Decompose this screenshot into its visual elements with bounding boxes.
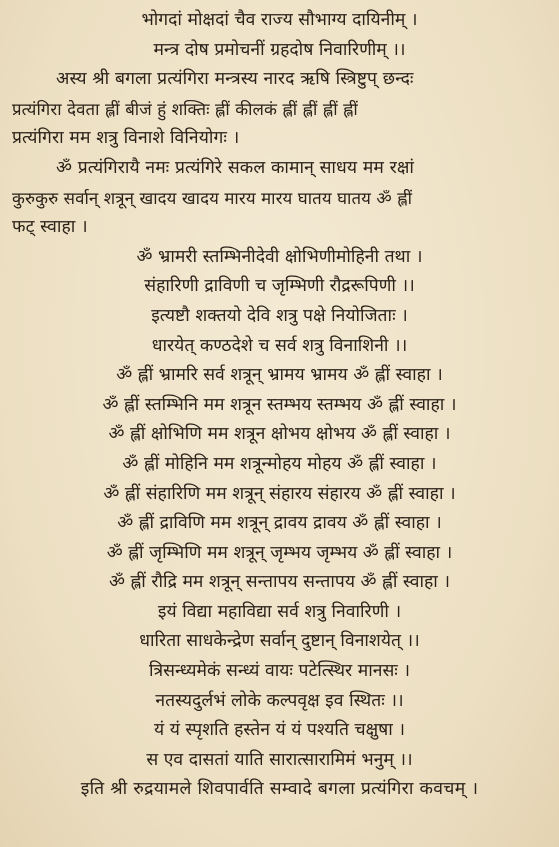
mantra-line: ॐ ह्लीं मोहिनि मम शत्रून्मोहय मोहय ॐ ह्लीं स्वाहा । [122, 453, 437, 474]
paragraph-line: अस्य श्री बगला प्रत्यंगिरा मन्त्रस्य नारद ऋषि स्त्रिष्टुप् छन्दः [56, 69, 414, 90]
verse-line: धारयेत् कण्ठदेशे च सर्व शत्रु विनाशिनी ।। [151, 335, 408, 356]
verse-line: धारिता साधकेन्द्रेण सर्वान् दुष्टान् विनाशयेत् ।। [139, 631, 420, 652]
verse-line: नतस्यदुर्लभं लोके कल्पवृक्ष इव स्थितः ।। [155, 690, 404, 711]
mantra-line: ॐ ह्लीं स्तम्भिनि मम शत्रून स्तम्भय स्तम्भय ॐ ह्लीं स्वाहा । [102, 394, 457, 415]
paragraph-line: प्रत्यंगिरा मम शत्रु विनाशे विनियोगः । [12, 128, 240, 149]
verse-line: भोगदां मोक्षदां चैव राज्य सौभाग्य दायिनीम् । [141, 10, 418, 30]
colophon-line: इति श्री रुद्रयामले शिवपार्वति सम्वादे बगला प्रत्यंगिरा कवचम् । [80, 779, 479, 800]
paragraph-line: ॐ प्रत्यंगिरायै नमः प्रत्यंगिरे सकल कामान् साधय मम रक्षां [56, 157, 415, 178]
mantra-line: ॐ ह्लीं भ्रामरि सर्व शत्रून् भ्रामय भ्रामय ॐ ह्लीं स्वाहा । [116, 365, 443, 386]
paragraph-line: फट् स्वाहा । [12, 217, 88, 238]
verse-line: इत्यष्टौ शक्तयो देवि शत्रु पक्षे नियोजिताः । [151, 305, 408, 326]
verse-line: त्रिसन्ध्यमेकं सन्ध्यं वायः पटेत्स्थिर मानसः । [148, 661, 411, 682]
paragraph-line: प्रत्यंगिरा देवता ह्लीं बीजं हुं शक्तिः ह्लीं कीलकं ह्लीं ह्लीं ह्लीं ह्लीं [12, 98, 358, 119]
verse-line: यं यं स्पृशति हस्तेन यं यं पश्यति चक्षुषा । [153, 720, 406, 741]
verse-line: संहारिणी द्राविणी च जृम्भिणी रौद्ररूपिणी ।। [144, 276, 415, 297]
mantra-line: ॐ ह्लीं द्राविणि मम शत्रून् द्रावय द्रावय ॐ ह्लीं स्वाहा । [117, 513, 442, 534]
mantra-line: ॐ ह्लीं क्षोभिणि मम शत्रून क्षोभय क्षोभय ॐ ह्लीं स्वाहा । [108, 424, 451, 445]
verse-line: मन्त्र दोष प्रमोचनीं ग्रहदोष निवारिणीम् ।। [153, 39, 406, 60]
mantra-line: ॐ ह्लीं जृम्भिणि मम शत्रून् जृम्भय जृम्भय ॐ ह्लीं स्वाहा । [106, 542, 453, 563]
mantra-line: ॐ ह्लीं संहारिणि मम शत्रून् संहारय संहारय ॐ ह्लीं स्वाहा । [103, 483, 456, 504]
mantra-line: ॐ ह्लीं रौद्रि मम शत्रून् सन्तापय सन्तापय ॐ ह्लीं स्वाहा । [108, 572, 451, 593]
verse-line: स एव दासतां याति सारात्सारामिमं भनुम् ।। [146, 749, 413, 770]
verse-line: इयं विद्या महाविद्या सर्व शत्रु निवारिणी । [157, 601, 402, 622]
paragraph-line: कुरुकुरु सर्वान् शत्रून् खादय खादय मारय मारय घातय घातय ॐ ह्लीं [12, 187, 413, 208]
verse-line: ॐ भ्रामरी स्तम्भिनीदेवी क्षोभिणीमोहिनी तथा । [136, 246, 423, 267]
